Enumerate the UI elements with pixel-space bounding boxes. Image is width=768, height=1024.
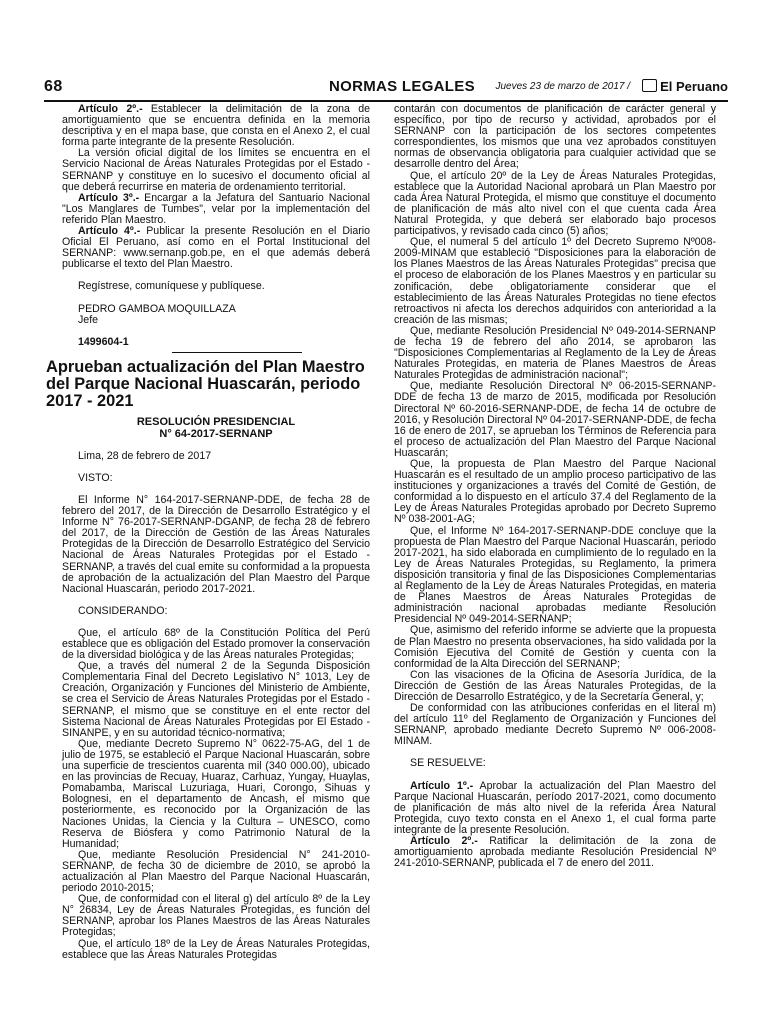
paragraph: Que, el artículo 20º de la Ley de Áreas Naturales Protegidas, establece que la Autoridad Nacional aprobará un Plan Maestro por cada Área Natural Protegida, el mismo que constituye el documento de planificación de más alto nivel con el que cuenta cada Área Natural Protegida, y que deberá ser elaborado bajo procesos participativos, y revisado cada cinco (5) años;	[394, 169, 716, 238]
paragraph-text: Establecer la delimitación de la zona de amortiguamiento que se encuentra definida en la memoria descriptiva y en el mapa base, que consta en el Anexo 2, el cual forma parte integrante de la presente Resolución.	[62, 103, 370, 149]
paragraph-text: Ratificar la delimitación de la zona de amortiguamiento aprobada mediante Resolución Presidencial Nº 241-2010-SERNANP, publicada el 7 de enero del 2011.	[394, 835, 716, 870]
paragraph: Que, mediante Resolución Presidencial N° 241-2010-SERNANP, de fecha 30 de diciembre de 2010, se aprobó la actualización al Plan Maestro del Parque Nacional Huascarán, periodo 2010-2015;	[62, 848, 370, 895]
paragraph: Que, la propuesta de Plan Maestro del Parque Nacional Huascarán es el resultado de un amplio proceso participativo de las instituciones y organizaciones a través del Comité de Gestión, de conformidad a lo dispuesto en el artículo 37.4 del Reglamento de la Ley de Áreas Naturales Protegidas aprobado por Decreto Supremo Nº 038-2001-AG;	[394, 458, 716, 526]
paragraph	[394, 781, 716, 836]
paragraph	[62, 193, 370, 226]
article-lead: Artículo 1º.-	[410, 779, 474, 792]
article-lead: Artículo 2º.-	[410, 835, 478, 847]
paragraph: De conformidad con las atribuciones conferidas en el literal m) del artículo 11º del Reglamento de Organización y Funciones del SERNANP, aprobado mediante Decreto Supremo Nº 006-2008-MINAM.	[394, 702, 716, 748]
article-lead: Artículo 2º.-	[78, 103, 143, 115]
coat-of-arms-icon	[642, 79, 657, 92]
resolution-type: RESOLUCIÓN PRESIDENCIAL	[136, 415, 296, 428]
se-resuelve-heading: SE RESUELVE:	[410, 757, 486, 770]
separator-line	[172, 352, 302, 353]
signer-name: PEDRO GAMBOA MOQUILLAZA	[78, 302, 236, 315]
paragraph-text: Aprobar la actualización del Plan Maestro del Parque Nacional Huascarán, período 2017-2021, como documento de planificación de más alto nivel de la referida Área Natural Protegida, cuyo texto consta en el Anexo 1, el cual forma parte integrante de la presente Resolución.	[394, 779, 716, 836]
left-column	[46, 103, 370, 961]
paragraph: Que, de conformidad con el literal g) del artículo 8º de la Ley N° 26834, Ley de Áreas Naturales Protegidas, es función del SERNANP, aprobar los Planes Maestros de las Áreas Naturales Protegidas;	[62, 893, 370, 939]
considerando-heading: CONSIDERANDO:	[78, 604, 168, 617]
paragraph: contarán con documentos de planificación de carácter general y específico, por tipo de recurso y actividad, aprobados por el SERNANP con la participación de los sectores competentes correspondientes, los mismos que una vez aprobados constituyen normas de observancia obligatoria para cualquier actividad que se desarrolle dentro del Área;	[394, 103, 716, 171]
paragraph: Que, el Informe Nº 164-2017-SERNANP-DDE concluye que la propuesta de Plan Maestro del Parque Nacional Huascarán, periodo 2017-2021, ha sido elaborada en cumplimiento de lo regulado en la Ley de Áreas Naturales Protegidas, su Reglamento, la primera disposición transitoria y final de las Disposiciones Complementarias al Reglamento de la Ley de Áreas Naturales Protegidas, en materia de Planes Maestros de Áreas Naturales Protegidas de administración nacional aprobadas mediante Resolución Presidencial Nº 049-2014-SERNANP;	[394, 524, 716, 626]
closing-formula: Regístrese, comuníquese y publíquese.	[78, 280, 265, 293]
signer-title: Jefe	[78, 313, 99, 326]
paragraph: Que, a través del numeral 2 de la Segunda Disposición Complementaria Final del Decreto Legislativo N° 1013, Ley de Creación, Organización y Funciones del Ministerio de Ambiente, se crea el Servicio de Áreas Naturales Protegidas por el Estado - SERNANP, el mismo que se constituye en el ente rector del Sistema Nacional de Áreas Naturales Protegidas por El Estado - SINANPE, y en su autoridad técnico-normativa;	[62, 660, 370, 739]
article-lead: Artículo 3º.-	[78, 191, 140, 204]
right-column	[394, 104, 716, 869]
paragraph: Que, asimismo del referido informe se advierte que la propuesta de Plan Maestro no presenta observaciones, ha sido validada por la Comisión Ejecutiva del Comité de Gestión y cuenta con la conformidad de la Alta Dirección del SERNANP;	[394, 624, 716, 670]
paragraph	[394, 836, 716, 869]
paragraph: Que, el artículo 18º de la Ley de Áreas Naturales Protegidas, establece que las Áreas Naturales Protegidas	[62, 937, 370, 961]
paragraph: Que, el artículo 68º de la Constitución Política del Perú establece que es obligación del Estado promover la conservación de la diversidad biológica y de las Áreas naturales Protegidas;	[62, 626, 370, 662]
publication-date: Jueves 23 de marzo de 2017 /	[495, 81, 630, 92]
paragraph: La versión oficial digital de los límites se encuentra en el Servicio Nacional de Áreas Naturales Protegidas por el Estado - SERNANP y constituye en lo sucesivo el documento oficial al que deberá recurrirse en materia de ordenamiento territorial.	[62, 147, 370, 193]
resolution-number: N° 64-2017-SERNANP	[159, 427, 273, 440]
paragraph: Que, el numeral 5 del artículo 1º del Decreto Supremo Nº008-2009-MINAM que estableció "Disposiciones para la elaboración de los Planes Maestros de las Áreas Naturales Protegidas" precisa que el proceso de elaboración de los Planes Maestros y en particular su zonificación, debe obligatoriamente considerar que el establecimiento de las Áreas Naturales Protegidas no tiene efectos retroactivos ni afecta los derechos adquiridos con anterioridad a la creación de las mismas;	[394, 236, 716, 326]
article-lead: Artículo 4º.-	[78, 225, 141, 238]
paragraph-text: Publicar la presente Resolución en el Diario Oficial El Peruano, así como en el Portal Institucional del SERNANP: www.sernanp.gob.pe, en el que además deberá publicarse el texto del Plan Maestro.	[62, 225, 370, 271]
visto-heading: VISTO:	[78, 471, 113, 484]
paragraph: Que, mediante Resolución Directoral Nº 06-2015-SERNANP-DDE de fecha 13 de marzo de 2015, modificada por Resolución Directoral Nº 60-2016-SERNANP-DDE, de fecha 14 de octubre de 2016, y Resolución Directoral Nº 04-2017-SERNANP-DDE, de fecha 16 de enero de 2017, se aprueban los Términos de Referencia para el proceso de actualización del Plan Maestro del Parque Nacional Huascarán;	[394, 380, 716, 459]
paragraph	[62, 226, 370, 270]
paragraph: Con las visaciones de la Oficina de Asesoría Jurídica, de la Dirección de Gestión de las Áreas Naturales Protegidas, de la Dirección de Desarrollo Estratégico, y de la Secretaría General, y;	[394, 668, 716, 703]
paragraph: El Informe N° 164-2017-SERNANP-DDE, de fecha 28 de febrero del 2017, de la Dirección de Desarrollo Estratégico y el Informe N° 76-2017-SERNANP-DGANP, de fecha 28 de febrero del 2017, de la Dirección de Gestión de las Áreas Naturales Protegidas de la Dirección de Desarrollo Estratégico del Servicio Nacional de Áreas Naturales Protegidas por el Estado - SERNANP, a través del cual emite su conformidad a la propuesta de aprobación de la actualización del Plan Maestro del Parque Nacional Huascarán, periodo 2017-2021.	[62, 493, 370, 595]
page-header	[44, 78, 728, 102]
paragraph: Que, mediante Resolución Presidencial Nº 049-2014-SERNANP de fecha 19 de febrero del año 2014, se aprobaron las "Disposiciones Complementarias al Reglamento de la Ley de Áreas Naturales Protegidas, en materia de Planes Maestros de Áreas Naturales Protegidas de administración nacional";	[394, 324, 716, 382]
paragraph: Que, mediante Decreto Supremo N° 0622-75-AG, del 1 de julio de 1975, se estableció el Parque Nacional Huascarán, sobre una superficie de trescientos cuarenta mil (340 000.00), ubicado en las provincias de Recuay, Huaraz, Carhuaz, Yungay, Huaylas, Pomabamba, Mariscal Luzuriaga, Huari, Corongo, Sihuas y Bolognesi, en el departamento de Ancash, el mismo que posteriormente, es reconocido por la Organización de las Naciones Unidas, la Ciencia y la Cultura – UNESCO, como Reserva de Biósfera y como Patrimonio Natural de la Humanidad;	[62, 737, 370, 850]
paragraph	[62, 104, 370, 148]
place-date: Lima, 28 de febrero de 2017	[78, 449, 212, 462]
section-title: NORMAS LEGALES	[329, 78, 475, 95]
resolution-title: Aprueban actualización del Plan Maestro del Parque Nacional Huascarán, periodo 2017 - 2021	[46, 357, 365, 410]
reference-number-text: 1499604-1	[78, 335, 129, 348]
newspaper-name: El Peruano	[660, 79, 728, 94]
page-number: 68	[44, 78, 63, 95]
reference-number	[62, 337, 370, 348]
paragraph-text: Encargar a la Jefatura del Santuario Nacional "Los Manglares de Tumbes", velar por la implementación del referido Plan Maestro.	[62, 191, 370, 226]
newspaper-logo	[642, 79, 728, 94]
